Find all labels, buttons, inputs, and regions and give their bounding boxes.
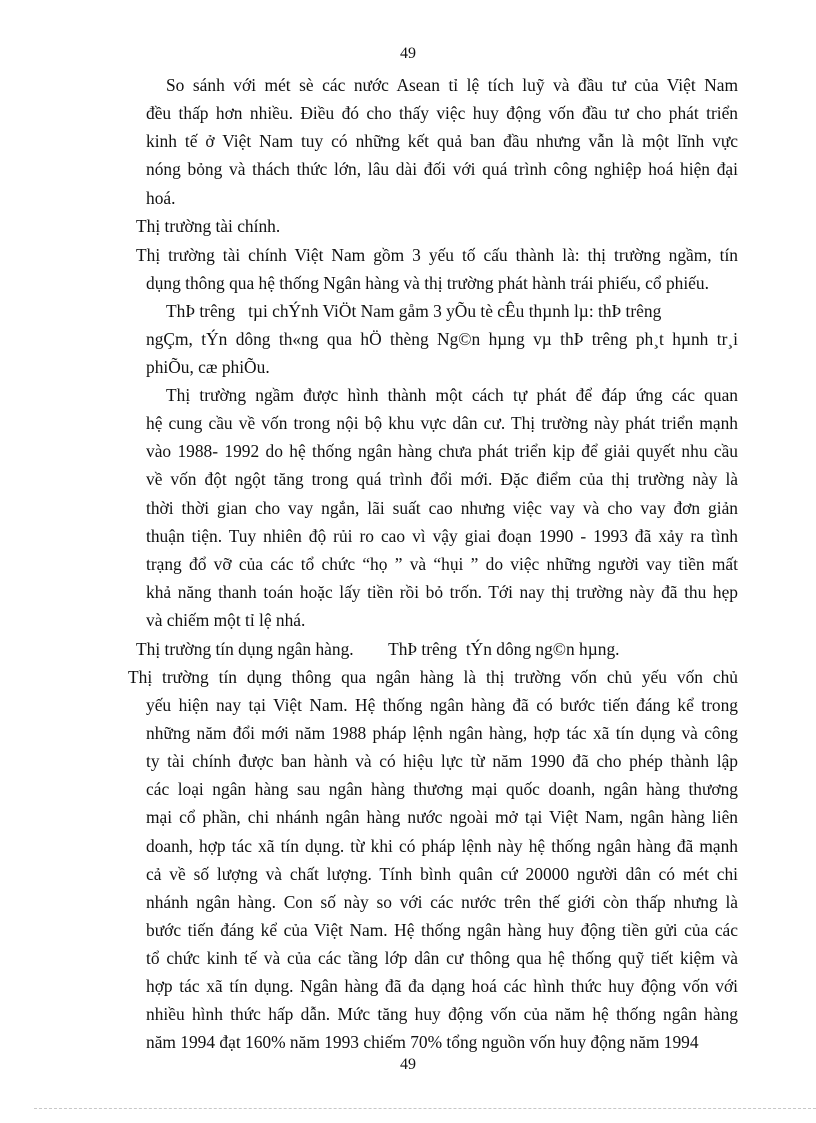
text-line: ngÇm, tÝn dông th«ng qua hÖ thèng Ng©n hµng vµ thÞ trêng ph¸t hµnh tr¸i: [146, 329, 738, 349]
text-line: tổ chức kinh tế và của các tầng lớp dân cư thông qua hệ thống quỹ tiết kiệm và: [146, 948, 738, 968]
text-line: thuận tiện. Tuy nhiên độ rủi ro cao vì vậy giai đoạn 1990 - 1993 đã xảy ra tình: [146, 526, 738, 546]
text-line: và chiếm một tỉ lệ nhá.: [146, 610, 306, 630]
text-line: thời thời gian cho vay ngắn, lãi suất cao nhưng việc vay và cho vay đơn giản: [146, 498, 738, 518]
text-line: hoá.: [146, 188, 176, 208]
text-line: Thị trường tài chính.: [136, 216, 281, 236]
text-line: năm 1994 đạt 160% năm 1993 chiếm 70% tổng nguồn vốn huy động năm 1994: [146, 1032, 699, 1052]
text-line: ThÞ trêng tµi chÝnh ViÖt Nam gåm 3 yÕu tè cÊu thµnh lµ: thÞ trêng: [166, 301, 662, 321]
text-line: đều thấp hơn nhiều. Điều đó cho thấy việc huy động vốn đầu tư cho phát triển: [146, 103, 738, 123]
text-line: ty tài chính được ban hành và có hiệu lực từ năm 1990 đã cho phép thành lập: [146, 751, 738, 771]
text-line: các loại ngân hàng sau ngân hàng thương mại quốc doanh, ngân hàng thương: [146, 779, 738, 799]
text-line: vào 1988- 1992 do hệ thống ngân hàng chưa phát triển kịp để giải quyết nhu cầu: [146, 441, 738, 461]
text-line: nhiều hình thức hấp dẫn. Mức tăng huy động vốn của năm hệ thống ngân hàng: [146, 1004, 738, 1024]
text-line: cả về số lượng và chất lượng. Tính bình quân cứ 20000 người dân có mét chi: [146, 864, 738, 884]
text-line: nhánh ngân hàng. Con số này so với các nước trên thế giới còn thấp nhưng là: [146, 892, 738, 912]
text-line: về vốn đột ngột tăng trong quá trình đổi mới. Đặc điểm của thị trường này là: [146, 469, 738, 489]
text-line: mại cổ phần, chi nhánh ngân hàng nước ngoài mở tại Việt Nam, ngân hàng liên: [146, 807, 738, 827]
text-line: So sánh với mét sè các nước Asean tỉ lệ tích luỹ và đầu tư của Việt Nam: [166, 75, 738, 95]
page-number-bottom: 49: [400, 1056, 416, 1073]
text-line: Thị trường tài chính Việt Nam gồm 3 yếu tố cấu thành là: thị trường ngầm, tín: [136, 245, 738, 265]
text-line: yếu hiện nay tại Việt Nam. Hệ thống ngân hàng đã có bước tiến đáng kể trong: [146, 695, 738, 715]
text-line: nóng bỏng và thách thức lớn, lâu dài đối với quá trình công nghiệp hoá hiện đại: [146, 159, 738, 179]
text-line: hệ cung cầu về vốn trong nội bộ khu vực dân cư. Thị trường này phát triển mạnh: [146, 413, 738, 433]
text-line: dụng thông qua hệ thống Ngân hàng và thị trường phát hành trái phiếu, cổ phiếu.: [146, 273, 709, 293]
text-line: Thị trường tín dụng ngân hàng. ThÞ trêng tÝn dông ng©n hµng.: [136, 639, 620, 659]
text-line: phiÕu, cæ phiÕu.: [146, 357, 270, 377]
page-number-top: 49: [400, 45, 416, 62]
text-line: doanh, hợp tác xã tín dụng. từ khi có pháp lệnh này hệ thống ngân hàng đã mạnh: [146, 836, 738, 856]
text-line: kinh tế ở Việt Nam tuy có những kết quả ban đầu nhưng vẫn là một lĩnh vực: [146, 131, 738, 151]
text-line: trạng đổ vỡ của các tổ chức “họ ” và “hụi ” do việc những người vay tiền mất: [146, 554, 738, 574]
page-bottom-divider: [34, 1108, 816, 1109]
text-line: khả năng thanh toán hoặc lấy tiền rồi bỏ trốn. Tới nay thị trường này đã thu hẹp: [146, 582, 738, 602]
text-line: bước tiến đáng kể của Việt Nam. Hệ thống ngân hàng huy động tiền gửi của các: [146, 920, 738, 940]
text-line: Thị trường tín dụng thông qua ngân hàng là thị trường vốn chủ yếu vốn chủ: [128, 667, 738, 687]
text-line: hợp tác xã tín dụng. Ngân hàng đã đa dạng hoá các hình thức huy động vốn với: [146, 976, 738, 996]
text-line: những năm đổi mới năm 1988 pháp lệnh ngân hàng, hợp tác xã tín dụng và công: [146, 723, 738, 743]
text-line: Thị trường ngầm được hình thành một cách tự phát để đáp ứng các quan: [166, 385, 738, 405]
